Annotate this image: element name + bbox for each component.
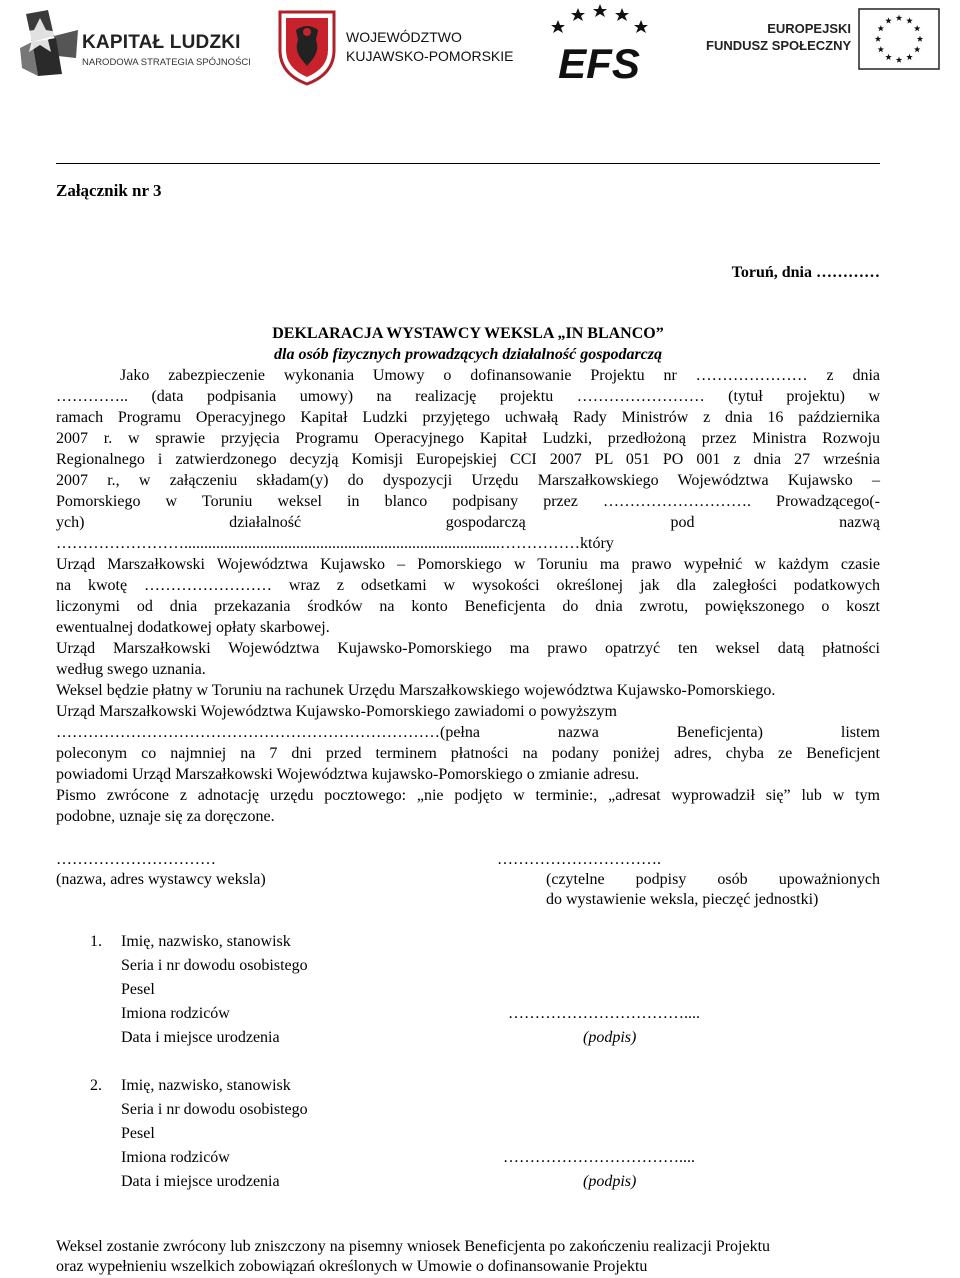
body-line: ewentualnej dodatkowej opłaty skarbowej. xyxy=(56,619,330,636)
footer-line1: Weksel zostanie zwrócony lub zniszczony na pisemny wniosek Beneficjenta po zakończeniu realizacji Projektu xyxy=(56,1238,771,1255)
person-field: Pesel xyxy=(121,981,155,998)
person-field: Seria i nr dowodu osobistego xyxy=(121,1101,308,1118)
body-line: ramach Programu Operacyjnego Kapitał Ludzki przyjętego uchwałą Rady Ministrów z dnia 16 października xyxy=(56,409,880,426)
sig-right-dots: …………………………. xyxy=(497,851,661,868)
ef-line2: FUNDUSZ SPOŁECZNY xyxy=(706,38,852,53)
sig-right-label2: do wystawienie weksla, pieczęć jednostki) xyxy=(546,891,819,908)
europejski-fundusz-logo xyxy=(706,20,851,60)
person-number: 1. xyxy=(90,933,102,950)
person-field: Imię, nazwisko, stanowisk xyxy=(121,1077,291,1094)
wojewodztwo-line2: KUJAWSKO-POMORSKIE xyxy=(346,48,514,64)
header-logos xyxy=(0,0,960,110)
efs-logo xyxy=(544,2,654,82)
person-field: Imię, nazwisko, stanowisk xyxy=(121,933,291,950)
body-line: Regionalnego i zatwierdzonego decyzją Komisji Europejskiej CCI 2007 PL 051 PO 001 z dnia 27 września xyxy=(56,451,880,468)
kapital-ludzki-subtitle: NARODOWA STRATEGIA SPÓJNOŚCI xyxy=(82,57,251,68)
kapital-ludzki-star-icon xyxy=(18,8,80,78)
header-rule xyxy=(56,163,880,164)
efs-label: EFS xyxy=(558,40,640,82)
body-line: Weksel będzie płatny w Toruniu na rachunek Urzędu Marszałkowskiego województwa Kujawsko-Pomorskiego. xyxy=(56,682,776,699)
body-line: ………….. (data podpisania umowy) na realizację projektu …………………… (tytuł projektu) w xyxy=(56,388,880,405)
body-line: 2007 r. w sprawie przyjęcia Programu Operacyjnego Kapitał Ludzki, przedłożoną przez Ministra Rozwoju xyxy=(56,430,880,447)
body-line: na kwotę …………………… wraz z odsetkami w wysokości określonej jak dla zaległości podatkowych xyxy=(56,577,880,594)
person-field: Imiona rodziców xyxy=(121,1005,230,1022)
body-line: 2007 r., w załączeniu składam(y) do dyspozycji Urzędu Marszałkowskiego Województwa Kujawsko – xyxy=(56,472,880,489)
body-line: podobne, uznaje się za doręczone. xyxy=(56,808,275,825)
declaration-title: DEKLARACJA WYSTAWCY WEKSLA „IN BLANCO” xyxy=(272,325,664,342)
person-field: Imiona rodziców xyxy=(121,1149,230,1166)
place-date: Toruń, dnia ………… xyxy=(731,264,880,281)
ef-line1: EUROPEJSKI xyxy=(767,21,851,36)
body-line: ych) działalność gospodarczą pod nazwą xyxy=(56,514,880,531)
body-line: ………………………………………………………………(pełna nazwa Beneficjenta) listem xyxy=(56,724,880,741)
kapital-ludzki-title: KAPITAŁ LUDZKI xyxy=(82,32,241,53)
person-field: Pesel xyxy=(121,1125,155,1142)
attachment-number: Załącznik nr 3 xyxy=(56,181,162,200)
body-line: Urząd Marszałkowski Województwa Kujawsko-Pomorskiego ma prawo opatrzyć ten weksel datą płatności xyxy=(56,640,880,657)
body-line: liczonymi od dnia przekazania środków na konto Beneficjenta do dnia zwrotu, powiększonego o koszt xyxy=(56,598,880,615)
body-line: Jako zabezpieczenie wykonania Umowy o dofinansowanie Projektu nr ………………… z dnia xyxy=(120,367,880,384)
footer-line2: oraz wypełnieniu wszelkich zobowiązań określonych w Umowie o dofinansowanie Projektu xyxy=(56,1258,648,1275)
body-line: Urząd Marszałkowski Województwa Kujawsko-Pomorskiego zawiadomi o powyższym xyxy=(56,703,617,720)
person-field: Data i miejsce urodzenia xyxy=(121,1173,280,1190)
body-line: według swego uznania. xyxy=(56,661,206,678)
body-line: Urząd Marszałkowski Województwa Kujawsko – Pomorskiego w Toruniu ma prawo wypełnić w każdym czasie xyxy=(56,556,880,573)
person-field: Data i miejsce urodzenia xyxy=(121,1029,280,1046)
coat-of-arms-icon xyxy=(276,6,338,86)
wojewodztwo-logo xyxy=(276,6,514,86)
person-number: 2. xyxy=(90,1077,102,1094)
body-line: Pismo zwrócone z adnotację urzędu pocztowego: „nie podjęto w terminie:, „adresat wyprowadził się” lub w tym xyxy=(56,787,880,804)
signature-dots: …………………………….... xyxy=(503,1149,695,1166)
wojewodztwo-line1: WOJEWÓDZTWO xyxy=(346,29,462,45)
body-line: ……………………...............................................................................……………który xyxy=(56,535,614,552)
declaration-subtitle: dla osób fizycznych prowadzących działalność gospodarczą xyxy=(274,346,662,363)
sig-left-dots: ………………………… xyxy=(56,851,216,868)
eu-flag-icon xyxy=(858,8,940,70)
body-line: powiadomi Urząd Marszałkowski Województwa kujawsko-Pomorskiego o zmianie adresu. xyxy=(56,766,640,783)
signature-label: (podpis) xyxy=(583,1173,637,1190)
signature-label: (podpis) xyxy=(583,1029,637,1046)
efs-stars-icon xyxy=(544,2,654,82)
sig-right-label1: (czytelne podpisy osób upoważnionych xyxy=(546,871,880,888)
signature-dots: …………………………….... xyxy=(508,1005,700,1022)
kapital-ludzki-logo xyxy=(18,8,251,78)
sig-left-label: (nazwa, adres wystawcy weksla) xyxy=(56,871,266,888)
body-line: poleconym co najmniej na 7 dni przed terminem płatności na podany poniżej adres, chyba ze Beneficjent xyxy=(56,745,880,762)
body-line: Pomorskiego w Toruniu weksel in blanco podpisany przez ………………………. Prowadzącego(- xyxy=(56,493,880,510)
person-field: Seria i nr dowodu osobistego xyxy=(121,957,308,974)
wojewodztwo-name xyxy=(346,28,514,66)
